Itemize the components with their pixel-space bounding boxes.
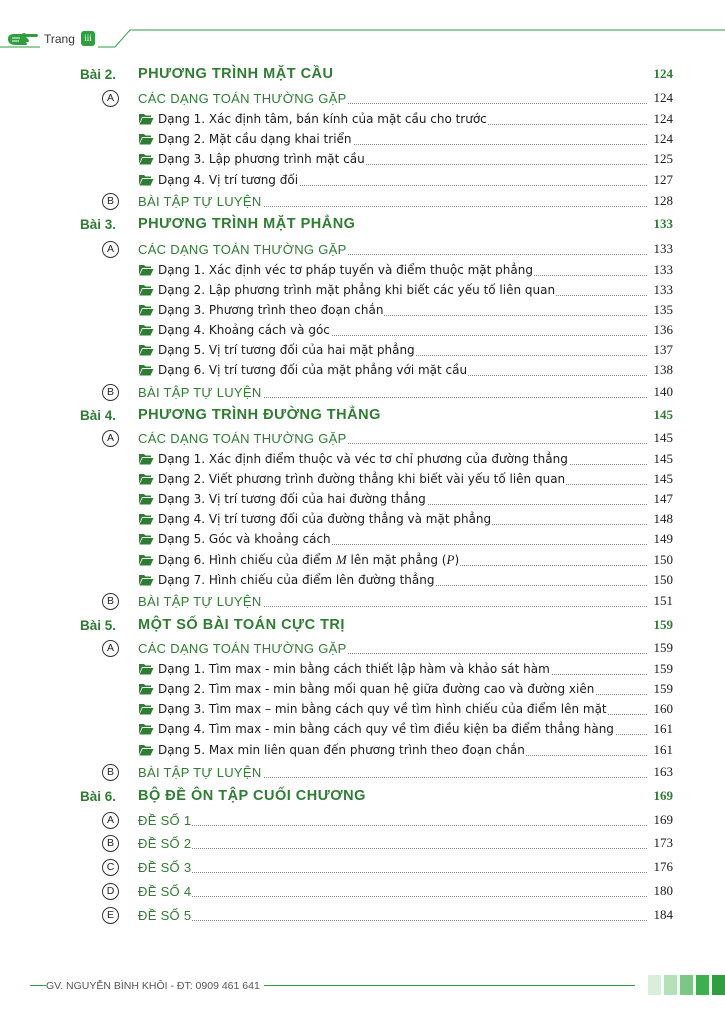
toc-subsection-row[interactable] — [0, 719, 725, 739]
open-folder-icon — [138, 284, 154, 296]
subsection-page: 145 — [653, 471, 673, 486]
toc-section-row[interactable] — [0, 382, 725, 402]
toc-subsection-row[interactable] — [0, 659, 725, 679]
subsection-page: 138 — [653, 362, 673, 377]
toc-subsection-row[interactable] — [0, 570, 725, 590]
open-folder-icon — [138, 513, 154, 525]
subsection-title: Dạng 3. Vị trí tương đối của hai đường thẳng — [158, 492, 426, 506]
toc-section-row[interactable] — [0, 591, 725, 611]
open-folder-icon — [138, 264, 154, 276]
section-title: BÀI TẬP TỰ LUYỆN — [138, 193, 262, 209]
subsection-title: Dạng 3. Lập phương trình mặt cầu — [158, 152, 365, 166]
section-page: 180 — [653, 883, 673, 898]
toc-subsection-row[interactable] — [0, 360, 725, 380]
lesson-number: Bài 4. — [80, 407, 117, 423]
subsection-title: Dạng 6. Hình chiếu của điểm M lên mặt phẳng (P) — [158, 552, 460, 567]
subsection-page: 125 — [653, 151, 673, 166]
toc-subsection-row[interactable] — [0, 320, 725, 340]
open-folder-icon — [138, 174, 154, 186]
lesson-number: Bài 3. — [80, 216, 117, 232]
section-title: BÀI TẬP TỰ LUYỆN — [138, 764, 262, 780]
subsection-title: Dạng 5. Max min liên quan đến phương trình theo đoạn chắn — [158, 743, 525, 757]
open-folder-icon — [138, 683, 154, 695]
toc-subsection-row[interactable] — [0, 340, 725, 360]
subsection-page: 161 — [653, 742, 673, 757]
section-title: CÁC DẠNG TOÁN THƯỜNG GẶP — [138, 241, 347, 257]
section-title: ĐỀ SỐ 4 — [138, 883, 192, 899]
subsection-title: Dạng 5. Góc và khoảng cách — [158, 532, 331, 546]
subsection-page: 124 — [653, 111, 673, 126]
toc-subsection-row[interactable] — [0, 740, 725, 760]
subsection-title: Dạng 2. Viết phương trình đường thẳng khi biết vài yếu tố liên quan — [158, 472, 566, 486]
section-page: 176 — [653, 859, 673, 874]
subsection-page: 148 — [653, 511, 673, 526]
section-page: 169 — [653, 812, 673, 827]
subsection-title: Dạng 2. Tìm max - min bằng mối quan hệ giữa đường cao và đường xiên — [158, 682, 595, 696]
toc-section-row[interactable] — [0, 905, 725, 925]
toc-section-row[interactable] — [0, 428, 725, 448]
section-page: 145 — [653, 430, 673, 445]
toc-lesson-row[interactable] — [0, 64, 725, 84]
open-folder-icon — [138, 344, 154, 356]
page-footer — [0, 972, 725, 1002]
subsection-page: 124 — [653, 131, 673, 146]
toc-subsection-row[interactable] — [0, 280, 725, 300]
section-title: CÁC DẠNG TOÁN THƯỜNG GẶP — [138, 90, 347, 106]
lesson-title: PHƯƠNG TRÌNH MẶT PHẲNG — [138, 216, 356, 232]
subsection-page: 136 — [653, 322, 673, 337]
footer-block — [712, 975, 725, 995]
section-letter-badge: A — [102, 90, 119, 107]
subsection-page: 147 — [653, 491, 673, 506]
subsection-title: Dạng 4. Tìm max - min bằng cách quy về tìm điều kiện ba điểm thẳng hàng — [158, 722, 614, 736]
subsection-page: 159 — [653, 661, 673, 676]
subsection-title: Dạng 1. Xác định véc tơ pháp tuyến và điểm thuộc mặt phẳng — [158, 263, 533, 277]
section-page: 151 — [653, 593, 673, 608]
footer-block — [648, 975, 661, 995]
header-rule — [0, 26, 725, 52]
footer-decoration — [648, 975, 725, 995]
toc-subsection-row[interactable] — [0, 300, 725, 320]
dot-leader — [140, 896, 647, 897]
toc-section-row[interactable] — [0, 810, 725, 830]
section-title: CÁC DẠNG TOÁN THƯỜNG GẶP — [138, 430, 347, 446]
section-title: BÀI TẬP TỰ LUYỆN — [138, 593, 262, 609]
dot-leader — [140, 872, 647, 873]
toc-lesson-row[interactable] — [0, 214, 725, 234]
lesson-page: 159 — [653, 617, 673, 632]
toc-section-row[interactable] — [0, 857, 725, 877]
subsection-page: 137 — [653, 342, 673, 357]
open-folder-icon — [138, 364, 154, 376]
toc-section-row[interactable] — [0, 191, 725, 211]
subsection-page: 135 — [653, 302, 673, 317]
section-title: ĐỀ SỐ 5 — [138, 907, 192, 923]
toc-subsection-row[interactable] — [0, 449, 725, 469]
pointing-hand-icon — [6, 30, 40, 48]
lesson-title: PHƯƠNG TRÌNH MẶT CẦU — [138, 66, 334, 82]
lesson-title: BỘ ĐỀ ÔN TẬP CUỐI CHƯƠNG — [138, 788, 366, 804]
subsection-title: Dạng 6. Vị trí tương đối của mặt phẳng với mặt cầu — [158, 363, 468, 377]
open-folder-icon — [138, 554, 154, 566]
section-title: CÁC DẠNG TOÁN THƯỜNG GẶP — [138, 640, 347, 656]
subsection-title: Dạng 1. Xác định tâm, bán kính của mặt cầu cho trước — [158, 112, 487, 126]
toc-subsection-row[interactable] — [0, 109, 725, 129]
subsection-title: Dạng 2. Lập phương trình mặt phẳng khi biết các yếu tố liên quan — [158, 283, 556, 297]
open-folder-icon — [138, 133, 154, 145]
footer-block — [680, 975, 693, 995]
section-letter-badge: B — [102, 593, 119, 610]
lesson-page: 145 — [653, 407, 673, 422]
toc-subsection-row[interactable] — [0, 699, 725, 719]
section-letter-badge: C — [102, 859, 119, 876]
subsection-page: 145 — [653, 451, 673, 466]
subsection-page: 149 — [653, 531, 673, 546]
subsection-title: Dạng 2. Mặt cầu dạng khai triển — [158, 132, 352, 146]
open-folder-icon — [138, 453, 154, 465]
subsection-page: 150 — [653, 572, 673, 587]
open-folder-icon — [138, 574, 154, 586]
toc-section-row[interactable] — [0, 239, 725, 259]
page-header — [0, 26, 725, 52]
toc-subsection-row[interactable] — [0, 129, 725, 149]
toc-lesson-row[interactable] — [0, 615, 725, 635]
section-page: 133 — [653, 241, 673, 256]
open-folder-icon — [138, 493, 154, 505]
lesson-number: Bài 5. — [80, 617, 117, 633]
section-letter-badge: B — [102, 384, 119, 401]
header-label: Trang — [44, 32, 75, 46]
dot-leader — [140, 848, 647, 849]
open-folder-icon — [138, 703, 154, 715]
lesson-number: Bài 2. — [80, 66, 117, 82]
toc-subsection-row[interactable] — [0, 469, 725, 489]
toc-lesson-row[interactable] — [0, 786, 725, 806]
section-letter-badge: B — [102, 764, 119, 781]
section-title: BÀI TẬP TỰ LUYỆN — [138, 384, 262, 400]
subsection-page: 160 — [653, 701, 673, 716]
toc-subsection-row[interactable] — [0, 260, 725, 280]
lesson-number: Bài 6. — [80, 788, 117, 804]
footer-block — [696, 975, 709, 995]
subsection-title: Dạng 1. Xác định điểm thuộc và véc tơ chỉ phương của đường thẳng — [158, 452, 568, 466]
subsection-title: Dạng 4. Vị trí tương đối — [158, 173, 299, 187]
dot-leader — [140, 825, 647, 826]
section-letter-badge: B — [102, 193, 119, 210]
footer-block — [664, 975, 677, 995]
toc-subsection-row[interactable] — [0, 529, 725, 549]
subsection-title: Dạng 4. Vị trí tương đối của đường thẳng và mặt phẳng — [158, 512, 492, 526]
section-letter-badge: E — [102, 907, 119, 924]
subsection-page: 161 — [653, 721, 673, 736]
lesson-page: 169 — [653, 788, 673, 803]
lesson-page: 124 — [653, 66, 673, 81]
section-letter-badge: A — [102, 640, 119, 657]
subsection-page: 133 — [653, 282, 673, 297]
section-page: 124 — [653, 90, 673, 105]
section-letter-badge: A — [102, 430, 119, 447]
lesson-page: 133 — [653, 216, 673, 231]
section-letter-badge: A — [102, 241, 119, 258]
lesson-title: MỘT SỐ BÀI TOÁN CỰC TRỊ — [138, 617, 345, 633]
toc-lesson-row[interactable] — [0, 405, 725, 425]
toc-subsection-row[interactable] — [0, 170, 725, 190]
toc-subsection-row[interactable] — [0, 489, 725, 509]
toc-section-row[interactable] — [0, 881, 725, 901]
section-title: ĐỀ SỐ 3 — [138, 859, 192, 875]
section-page: 184 — [653, 907, 673, 922]
page-number-badge: iii — [81, 31, 95, 46]
section-letter-badge: B — [102, 835, 119, 852]
open-folder-icon — [138, 744, 154, 756]
open-folder-icon — [138, 324, 154, 336]
lesson-title: PHƯƠNG TRÌNH ĐƯỜNG THẲNG — [138, 407, 381, 423]
subsection-page: 150 — [653, 552, 673, 567]
section-page: 173 — [653, 835, 673, 850]
section-page: 128 — [653, 193, 673, 208]
toc-section-row[interactable] — [0, 638, 725, 658]
toc-section-row[interactable] — [0, 833, 725, 853]
subsection-page: 127 — [653, 172, 673, 187]
open-folder-icon — [138, 533, 154, 545]
toc-section-row[interactable] — [0, 762, 725, 782]
open-folder-icon — [138, 304, 154, 316]
section-letter-badge: A — [102, 812, 119, 829]
subsection-title: Dạng 3. Phương trình theo đoạn chắn — [158, 303, 384, 317]
section-page: 140 — [653, 384, 673, 399]
toc-section-row[interactable] — [0, 88, 725, 108]
toc-subsection-row[interactable] — [0, 679, 725, 699]
open-folder-icon — [138, 113, 154, 125]
subsection-title: Dạng 1. Tìm max - min bằng cách thiết lập hàm và khảo sát hàm — [158, 662, 550, 676]
subsection-title: Dạng 4. Khoảng cách và góc — [158, 323, 330, 337]
section-title: ĐỀ SỐ 1 — [138, 812, 192, 828]
open-folder-icon — [138, 723, 154, 735]
section-page: 159 — [653, 640, 673, 655]
subsection-page: 159 — [653, 681, 673, 696]
subsection-title: Dạng 5. Vị trí tương đối của hai mặt phẳng — [158, 343, 415, 357]
toc-subsection-row[interactable] — [0, 149, 725, 169]
section-letter-badge: D — [102, 883, 119, 900]
subsection-title: Dạng 3. Tìm max – min bằng cách quy về tìm hình chiếu của điểm lên mặt — [158, 702, 607, 716]
subsection-title: Dạng 7. Hình chiếu của điểm lên đường thẳng — [158, 573, 435, 587]
open-folder-icon — [138, 473, 154, 485]
open-folder-icon — [138, 153, 154, 165]
open-folder-icon — [138, 663, 154, 675]
dot-leader — [140, 920, 647, 921]
toc-subsection-row[interactable] — [0, 509, 725, 529]
toc-subsection-row[interactable] — [0, 550, 725, 570]
subsection-page: 133 — [653, 262, 673, 277]
footer-author: GV. NGUYỄN BÌNH KHÔI - ĐT: 0909 461 641 — [46, 980, 264, 992]
section-page: 163 — [653, 764, 673, 779]
section-title: ĐỀ SỐ 2 — [138, 835, 192, 851]
